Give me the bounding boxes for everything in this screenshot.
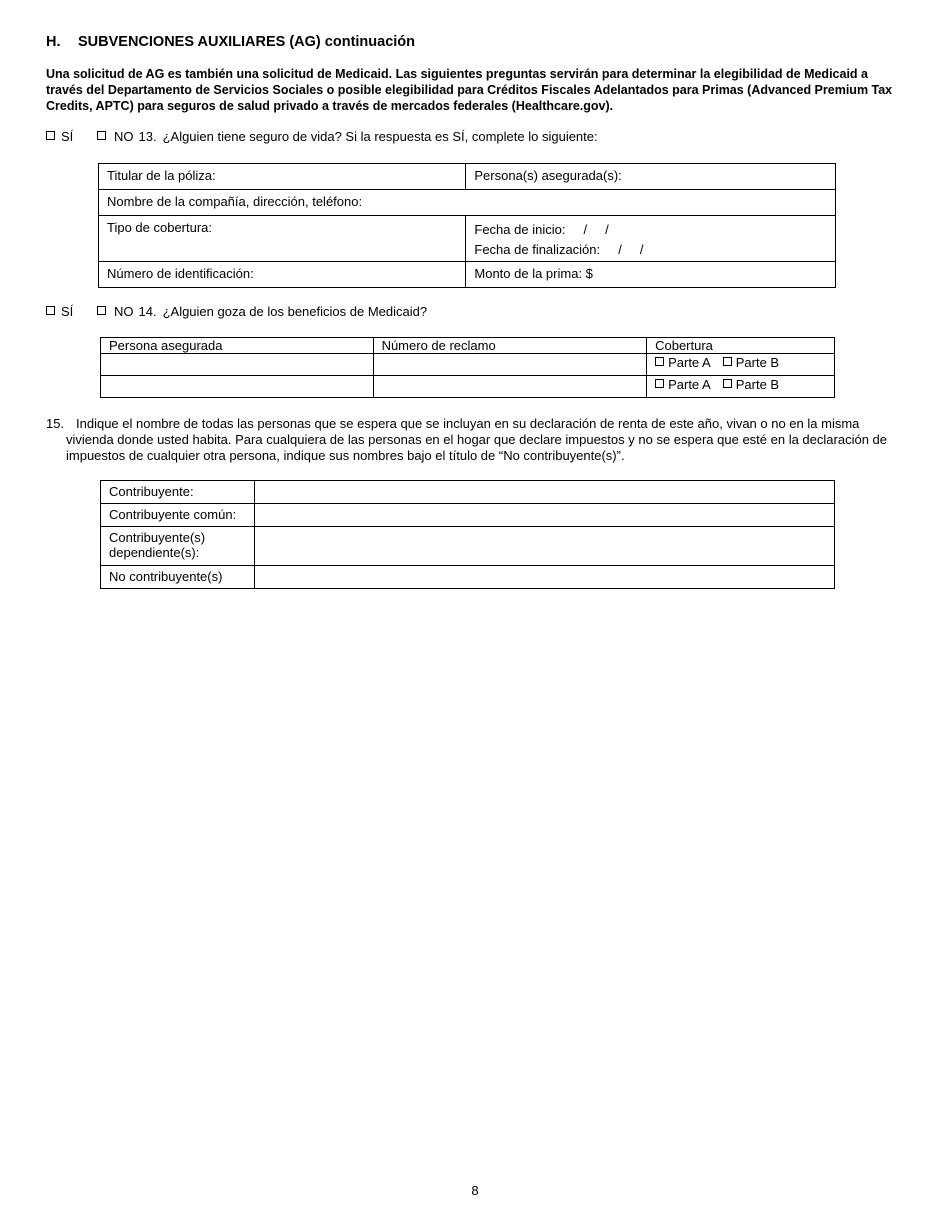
q13-no-label: NO <box>114 129 134 144</box>
parte-a-checkbox[interactable] <box>655 379 664 388</box>
section-intro: Una solicitud de AG es también una solicitud de Medicaid. Las siguientes preguntas servirán para determinar la elegibilidad de Medicaid a través del Departamento de Servicios Sociales o posible elegibilidad para Créditos Fiscales Adelantados para Primas (Advanced Premium Tax Credits, APTC) para seguros de salud privado a través de mercados federales (Healthcare.gov). <box>46 67 893 113</box>
question-13 <box>46 129 598 144</box>
company-field[interactable]: Nombre de la compañía, dirección, teléfono: <box>99 190 836 216</box>
dependent-taxpayer-label: Contribuyente(s) dependiente(s): <box>101 527 255 566</box>
header-claim-number: Número de reclamo <box>373 338 647 354</box>
q15-text: Indique el nombre de todas las personas que se espera que se incluyan en su declaración de renta de este año, vivan o no en la misma vivienda donde usted habita. Para cualquiera de las personas en el hogar que declare impuestos y no se espera que esté en la declaración de impuestos de cualquier otra persona, indique sus nombres bajo el título de “No contribuyente(s)”. <box>66 416 887 463</box>
question-14 <box>46 304 427 319</box>
joint-taxpayer-label: Contribuyente común: <box>101 504 255 527</box>
medicaid-table <box>100 337 835 398</box>
coverage-type-field[interactable]: Tipo de cobertura: <box>99 216 466 262</box>
claim-number-cell[interactable] <box>373 354 647 376</box>
dependent-taxpayer-field[interactable] <box>254 527 834 566</box>
parte-a-label: Parte A <box>668 377 711 392</box>
taxpayer-field[interactable] <box>254 481 834 504</box>
joint-taxpayer-field[interactable] <box>254 504 834 527</box>
q14-no-label: NO <box>114 304 134 319</box>
q14-text: ¿Alguien goza de los beneficios de Medicaid? <box>162 304 428 319</box>
insured-person-cell[interactable] <box>101 354 374 376</box>
section-letter: H. <box>46 34 61 50</box>
parte-b-label: Parte B <box>735 377 780 392</box>
non-taxpayer-field[interactable] <box>254 566 834 589</box>
parte-b-checkbox[interactable] <box>723 357 732 366</box>
policy-holder-field[interactable]: Titular de la póliza: <box>99 164 466 190</box>
q14-number: 14. <box>138 304 157 319</box>
q14-si-label: SÍ <box>61 304 74 319</box>
q13-si-label: SÍ <box>61 129 74 144</box>
q14-no-checkbox[interactable] <box>97 306 106 315</box>
section-title-text: SUBVENCIONES AUXILIARES (AG) continuación <box>78 34 416 50</box>
insured-persons-field[interactable]: Persona(s) asegurada(s): <box>466 164 836 190</box>
end-date-label: Fecha de finalización: / / <box>474 242 644 257</box>
id-number-field[interactable]: Número de identificación: <box>99 262 466 288</box>
q15-number: 15. <box>46 416 65 431</box>
taxpayer-label: Contribuyente: <box>101 481 255 504</box>
non-taxpayer-label: No contribuyente(s) <box>101 566 255 589</box>
question-15 <box>46 416 904 464</box>
parte-a-label: Parte A <box>668 355 711 370</box>
q13-number: 13. <box>138 129 157 144</box>
life-insurance-table <box>98 163 836 288</box>
premium-amount-field[interactable]: Monto de la prima: $ <box>466 262 836 288</box>
tax-filers-table <box>100 480 835 589</box>
coverage-cell <box>647 354 835 376</box>
coverage-dates-field[interactable] <box>466 216 836 262</box>
parte-b-checkbox[interactable] <box>723 379 732 388</box>
q13-text: ¿Alguien tiene seguro de vida? Si la respuesta es SÍ, complete lo siguiente: <box>162 129 598 144</box>
q13-si-checkbox[interactable] <box>46 131 55 140</box>
claim-number-cell[interactable] <box>373 376 647 398</box>
insured-person-cell[interactable] <box>101 376 374 398</box>
header-coverage: Cobertura <box>647 338 835 354</box>
page-number: 8 <box>471 1183 479 1198</box>
parte-b-label: Parte B <box>735 355 780 370</box>
coverage-cell <box>647 376 835 398</box>
header-insured-person: Persona asegurada <box>101 338 374 354</box>
q13-no-checkbox[interactable] <box>97 131 106 140</box>
start-date-label: Fecha de inicio: / / <box>474 222 609 237</box>
q14-si-checkbox[interactable] <box>46 306 55 315</box>
parte-a-checkbox[interactable] <box>655 357 664 366</box>
section-title <box>46 34 415 50</box>
